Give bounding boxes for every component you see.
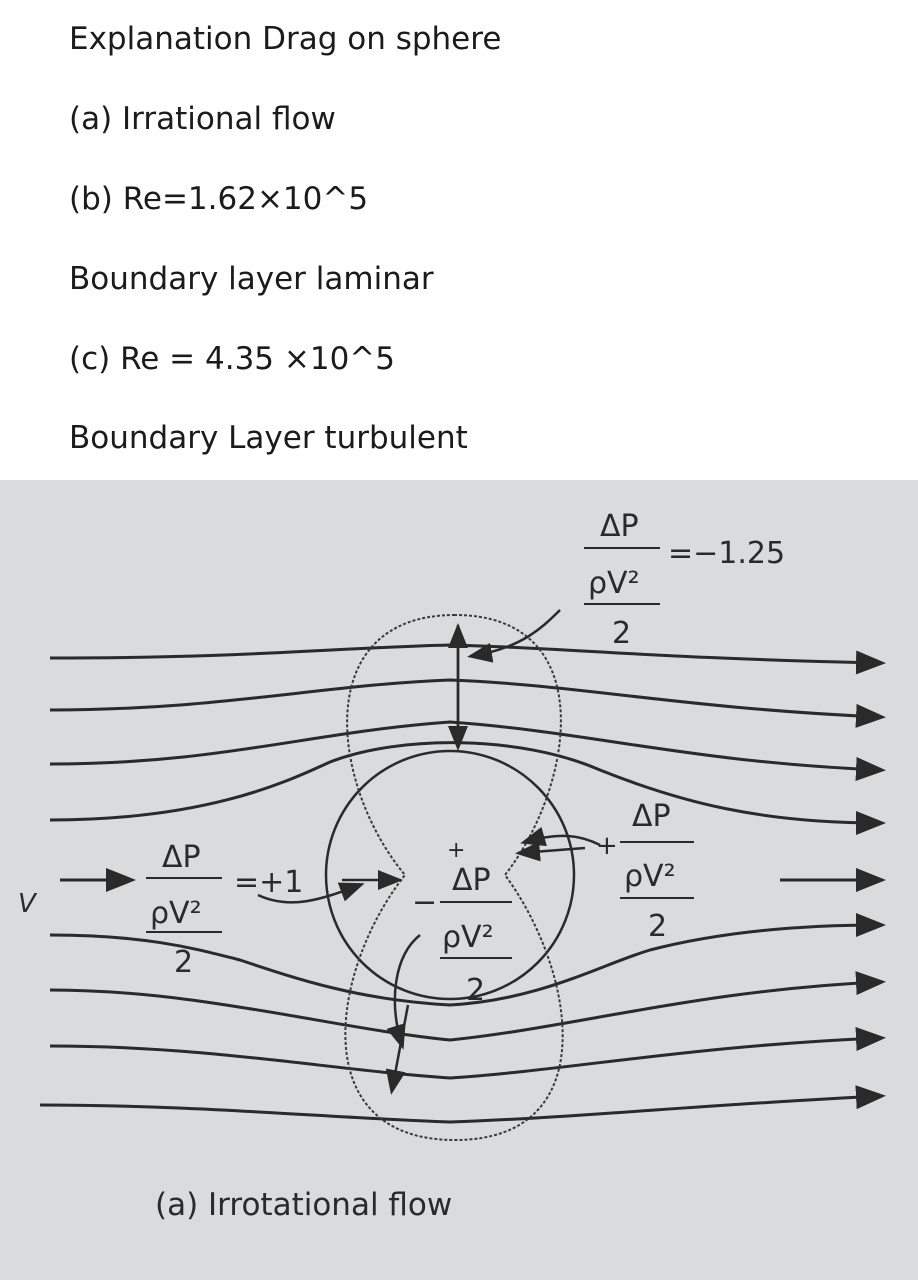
top-coefficient-fraction — [584, 509, 785, 651]
leader-bottom — [395, 935, 420, 1045]
note-case-b-detail: Boundary layer laminar — [69, 261, 434, 297]
center-denominator: ρV² — [442, 920, 494, 955]
streamline-2 — [50, 680, 880, 717]
leader-right — [525, 836, 600, 845]
right-numerator: ΔP — [632, 799, 671, 834]
sphere — [326, 751, 574, 999]
note-case-a: (a) Irrational flow — [69, 101, 336, 137]
right-denominator: ρV² — [624, 859, 676, 894]
right-sign: + — [596, 831, 618, 861]
streamline-7 — [50, 982, 880, 1040]
streamline-3 — [50, 722, 880, 770]
top-denominator-two: 2 — [612, 616, 632, 651]
pressure-arrow-right — [520, 848, 585, 853]
pressure-arrow-bottom — [392, 1005, 408, 1090]
figure-caption: (a) Irrotational flow — [155, 1187, 453, 1223]
top-denominator: ρV² — [588, 566, 640, 601]
note-case-b: (b) Re=1.62×10^5 — [69, 181, 369, 217]
left-denominator-two: 2 — [174, 945, 194, 980]
left-coefficient-fraction — [146, 840, 303, 980]
streamline-9 — [40, 1096, 880, 1122]
note-case-c-detail: Boundary Layer turbulent — [69, 420, 468, 456]
center-numerator: ΔP — [452, 863, 491, 898]
right-coefficient-fraction — [596, 799, 694, 944]
left-denominator: ρV² — [150, 896, 202, 931]
notes-title: Explanation Drag on sphere — [69, 21, 502, 57]
left-value: =+1 — [234, 865, 304, 900]
streamline-8 — [50, 1038, 880, 1078]
flow-diagram — [0, 480, 918, 1280]
sphere-flow-figure — [0, 480, 918, 1280]
left-numerator: ΔP — [162, 840, 201, 875]
center-sign: + — [447, 838, 466, 863]
note-case-c: (c) Re = 4.35 ×10^5 — [69, 341, 395, 377]
center-minus: − — [412, 885, 438, 920]
streamline-4 — [50, 743, 880, 823]
top-value: =−1.25 — [668, 536, 786, 571]
streamline-1 — [50, 645, 880, 663]
velocity-label: V — [18, 889, 36, 919]
center-denominator-two: 2 — [466, 973, 486, 1008]
top-numerator: ΔP — [600, 509, 639, 544]
right-denominator-two: 2 — [648, 909, 668, 944]
center-coefficient-fraction — [412, 838, 512, 1008]
